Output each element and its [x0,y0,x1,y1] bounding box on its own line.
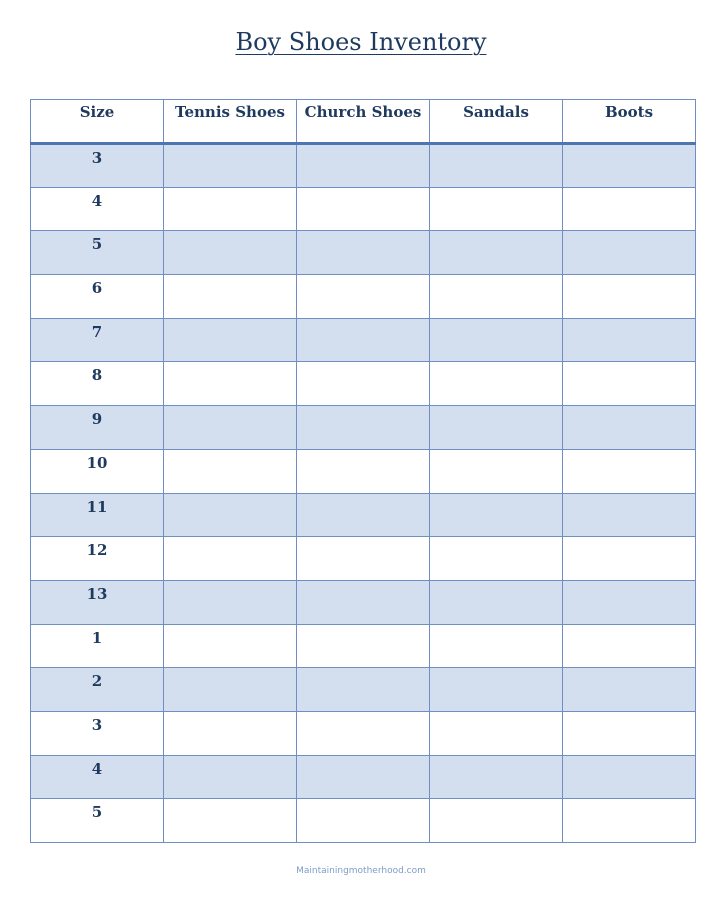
boots-cell [563,799,696,843]
header-row [31,100,696,144]
church-shoes-cell [297,362,430,406]
size-cell: 7 [31,318,164,362]
tennis-shoes-cell [164,187,297,231]
table-row [31,799,696,843]
boots-cell [563,668,696,712]
table-row [31,144,696,188]
tennis-shoes-cell [164,449,297,493]
tennis-shoes-cell [164,580,297,624]
tennis-shoes-cell [164,668,297,712]
sandals-cell [430,668,563,712]
tennis-shoes-cell [164,144,297,188]
church-shoes-cell [297,711,430,755]
church-shoes-cell [297,449,430,493]
size-cell: 12 [31,537,164,581]
size-cell: 13 [31,580,164,624]
sandals-cell [430,187,563,231]
size-cell: 4 [31,755,164,799]
church-shoes-cell [297,144,430,188]
column-header-tennis-shoes: Tennis Shoes [164,100,297,144]
tennis-shoes-cell [164,231,297,275]
table-row [31,624,696,668]
tennis-shoes-cell [164,318,297,362]
sandals-cell [430,231,563,275]
church-shoes-cell [297,624,430,668]
church-shoes-cell [297,318,430,362]
church-shoes-cell [297,799,430,843]
church-shoes-cell [297,231,430,275]
sandals-cell [430,449,563,493]
table-row [31,755,696,799]
size-cell: 3 [31,711,164,755]
column-header-size: Size [31,100,164,144]
boots-cell [563,755,696,799]
sandals-cell [430,144,563,188]
table-row [31,275,696,319]
table-row [31,580,696,624]
size-cell: 5 [31,231,164,275]
tennis-shoes-cell [164,362,297,406]
boots-cell [563,449,696,493]
size-cell: 6 [31,275,164,319]
boots-cell [563,580,696,624]
church-shoes-cell [297,406,430,450]
boots-cell [563,318,696,362]
tennis-shoes-cell [164,406,297,450]
size-cell: 2 [31,668,164,712]
church-shoes-cell [297,755,430,799]
size-cell: 4 [31,187,164,231]
church-shoes-cell [297,275,430,319]
sandals-cell [430,318,563,362]
sandals-cell [430,580,563,624]
inventory-table [30,99,696,843]
boots-cell [563,711,696,755]
column-header-boots: Boots [563,100,696,144]
boots-cell [563,231,696,275]
tennis-shoes-cell [164,711,297,755]
boots-cell [563,624,696,668]
table-row [31,668,696,712]
church-shoes-cell [297,668,430,712]
boots-cell [563,537,696,581]
boots-cell [563,187,696,231]
table-row [31,318,696,362]
sandals-cell [430,711,563,755]
page-title: Boy Shoes Inventory [235,28,487,56]
table-row [31,406,696,450]
tennis-shoes-cell [164,275,297,319]
table-row [31,711,696,755]
boots-cell [563,406,696,450]
table-row [31,362,696,406]
church-shoes-cell [297,537,430,581]
sandals-cell [430,362,563,406]
sandals-cell [430,406,563,450]
tennis-shoes-cell [164,493,297,537]
boots-cell [563,362,696,406]
size-cell: 9 [31,406,164,450]
tennis-shoes-cell [164,755,297,799]
church-shoes-cell [297,580,430,624]
size-cell: 8 [31,362,164,406]
size-cell: 1 [31,624,164,668]
size-cell: 11 [31,493,164,537]
sandals-cell [430,755,563,799]
sandals-cell [430,275,563,319]
footer-credit: Maintainingmotherhood.com [296,866,426,876]
column-header-sandals: Sandals [430,100,563,144]
size-cell: 3 [31,144,164,188]
size-cell: 5 [31,799,164,843]
tennis-shoes-cell [164,799,297,843]
sandals-cell [430,537,563,581]
table-row [31,493,696,537]
sandals-cell [430,799,563,843]
boots-cell [563,493,696,537]
church-shoes-cell [297,493,430,537]
sandals-cell [430,624,563,668]
sandals-cell [430,493,563,537]
size-cell: 10 [31,449,164,493]
church-shoes-cell [297,187,430,231]
column-header-church-shoes: Church Shoes [297,100,430,144]
table-row [31,537,696,581]
tennis-shoes-cell [164,537,297,581]
boots-cell [563,275,696,319]
tennis-shoes-cell [164,624,297,668]
table-row [31,187,696,231]
boots-cell [563,144,696,188]
table-row [31,231,696,275]
table-row [31,449,696,493]
